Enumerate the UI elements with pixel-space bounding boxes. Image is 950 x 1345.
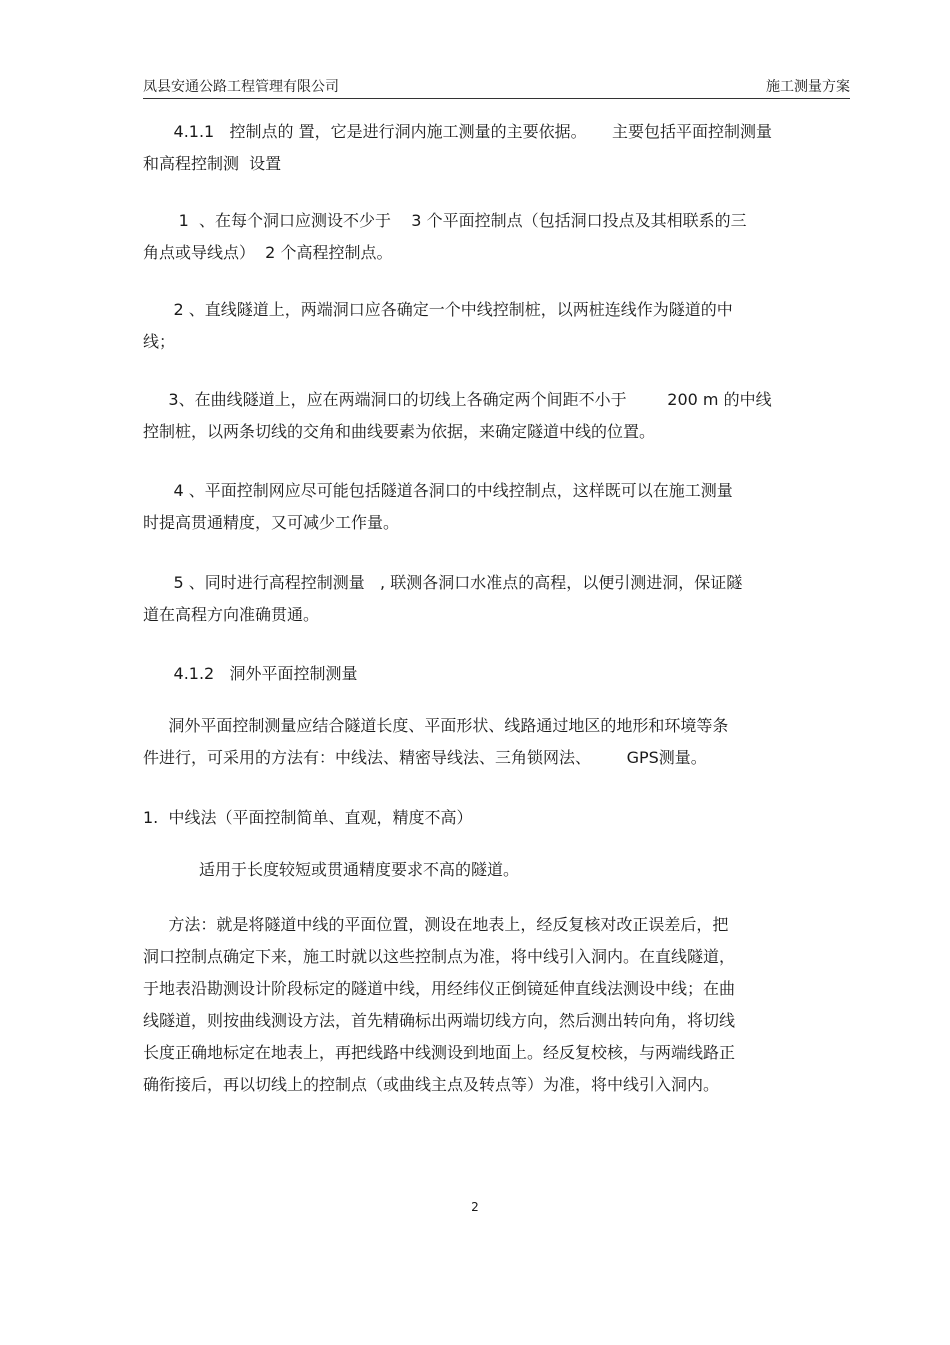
page-header xyxy=(143,76,850,99)
paragraph-item-2 xyxy=(143,294,850,358)
text-line: 确衔接后，再以切线上的控制点（或曲线主点及转点等）为准，将中线引入洞内。 xyxy=(143,1075,720,1094)
text-line: 方法：就是将隧道中线的平面位置，测设在地表上，经反复核对改正误差后，把 xyxy=(143,915,729,934)
text-line: 长度正确地标定在地表上，再把线路中线测设到地面上。经反复校核，与两端线路正 xyxy=(143,1043,736,1062)
text-line: 时提高贯通精度，又可减少工作量。 xyxy=(143,513,400,532)
text-line: 线； xyxy=(143,332,176,351)
text-line: 4 、平面控制网应尽可能包括隧道各洞口的中线控制点，这样既可以在施工测量 xyxy=(143,481,733,500)
paragraph-item-1 xyxy=(143,205,850,269)
text-line: 5 、同时进行高程控制测量 , 联测各洞口水准点的高程，以便引测进洞，保证隧 xyxy=(143,573,743,592)
text-line: 2 、直线隧道上，两端洞口应各确定一个中线控制桩，以两桩连线作为隧道的中 xyxy=(143,300,733,319)
paragraph-item-4 xyxy=(143,475,850,539)
paragraph-4-1-1 xyxy=(143,116,850,180)
header-company: 凤县安通公路工程管理有限公司 xyxy=(143,79,339,95)
text-line: 件进行，可采用的方法有：中线法、精密导线法、三角锁网法、 GPS测量。 xyxy=(143,748,707,767)
page-number: 2 xyxy=(471,1200,479,1214)
text-line: 于地表沿勘测设计阶段标定的隧道中线，用经纬仪正倒镜延伸直线法测设中线；在曲 xyxy=(143,979,736,998)
paragraph-outer-control xyxy=(143,710,850,774)
text-line: 和高程控制测 设置 xyxy=(143,154,282,173)
heading-4-1-2 xyxy=(143,658,850,690)
heading-centerline-method xyxy=(143,802,850,834)
text-line: 洞口控制点确定下来，施工时就以这些控制点为准，将中线引入洞内。在直线隧道， xyxy=(143,947,736,966)
text-line: 角点或导线点） 2 个高程控制点。 xyxy=(143,243,393,262)
text-line: 适用于长度较短或贯通精度要求不高的隧道。 xyxy=(143,860,519,879)
text-line: 3、在曲线隧道上，应在两端洞口的切线上各确定两个间距不小于 200 m 的中线 xyxy=(143,390,772,409)
text-line: 控制桩，以两条切线的交角和曲线要素为依据，来确定隧道中线的位置。 xyxy=(143,422,656,441)
paragraph-item-3 xyxy=(143,384,850,448)
text-line: 线隧道，则按曲线测设方法，首先精确标出两端切线方向，然后测出转向角，将切线 xyxy=(143,1011,736,1030)
paragraph-item-5 xyxy=(143,567,850,631)
paragraph-applicability xyxy=(143,854,850,886)
text-line: 1. 中线法（平面控制简单、直观，精度不高） xyxy=(143,808,473,827)
paragraph-method xyxy=(143,909,850,1101)
text-line: 道在高程方向准确贯通。 xyxy=(143,605,320,624)
text-line: 4.1.2 洞外平面控制测量 xyxy=(143,664,358,683)
text-line: 1 、在每个洞口应测设不少于 3 个平面控制点（包括洞口投点及其相联系的三 xyxy=(143,211,747,230)
text-line: 4.1.1 控制点的 置，它是进行洞内施工测量的主要依据。 主要包括平面控制测量 xyxy=(143,122,773,141)
header-doc-title: 施工测量方案 xyxy=(766,79,850,95)
text-line: 洞外平面控制测量应结合隧道长度、平面形状、线路通过地区的地形和环境等条 xyxy=(143,716,729,735)
